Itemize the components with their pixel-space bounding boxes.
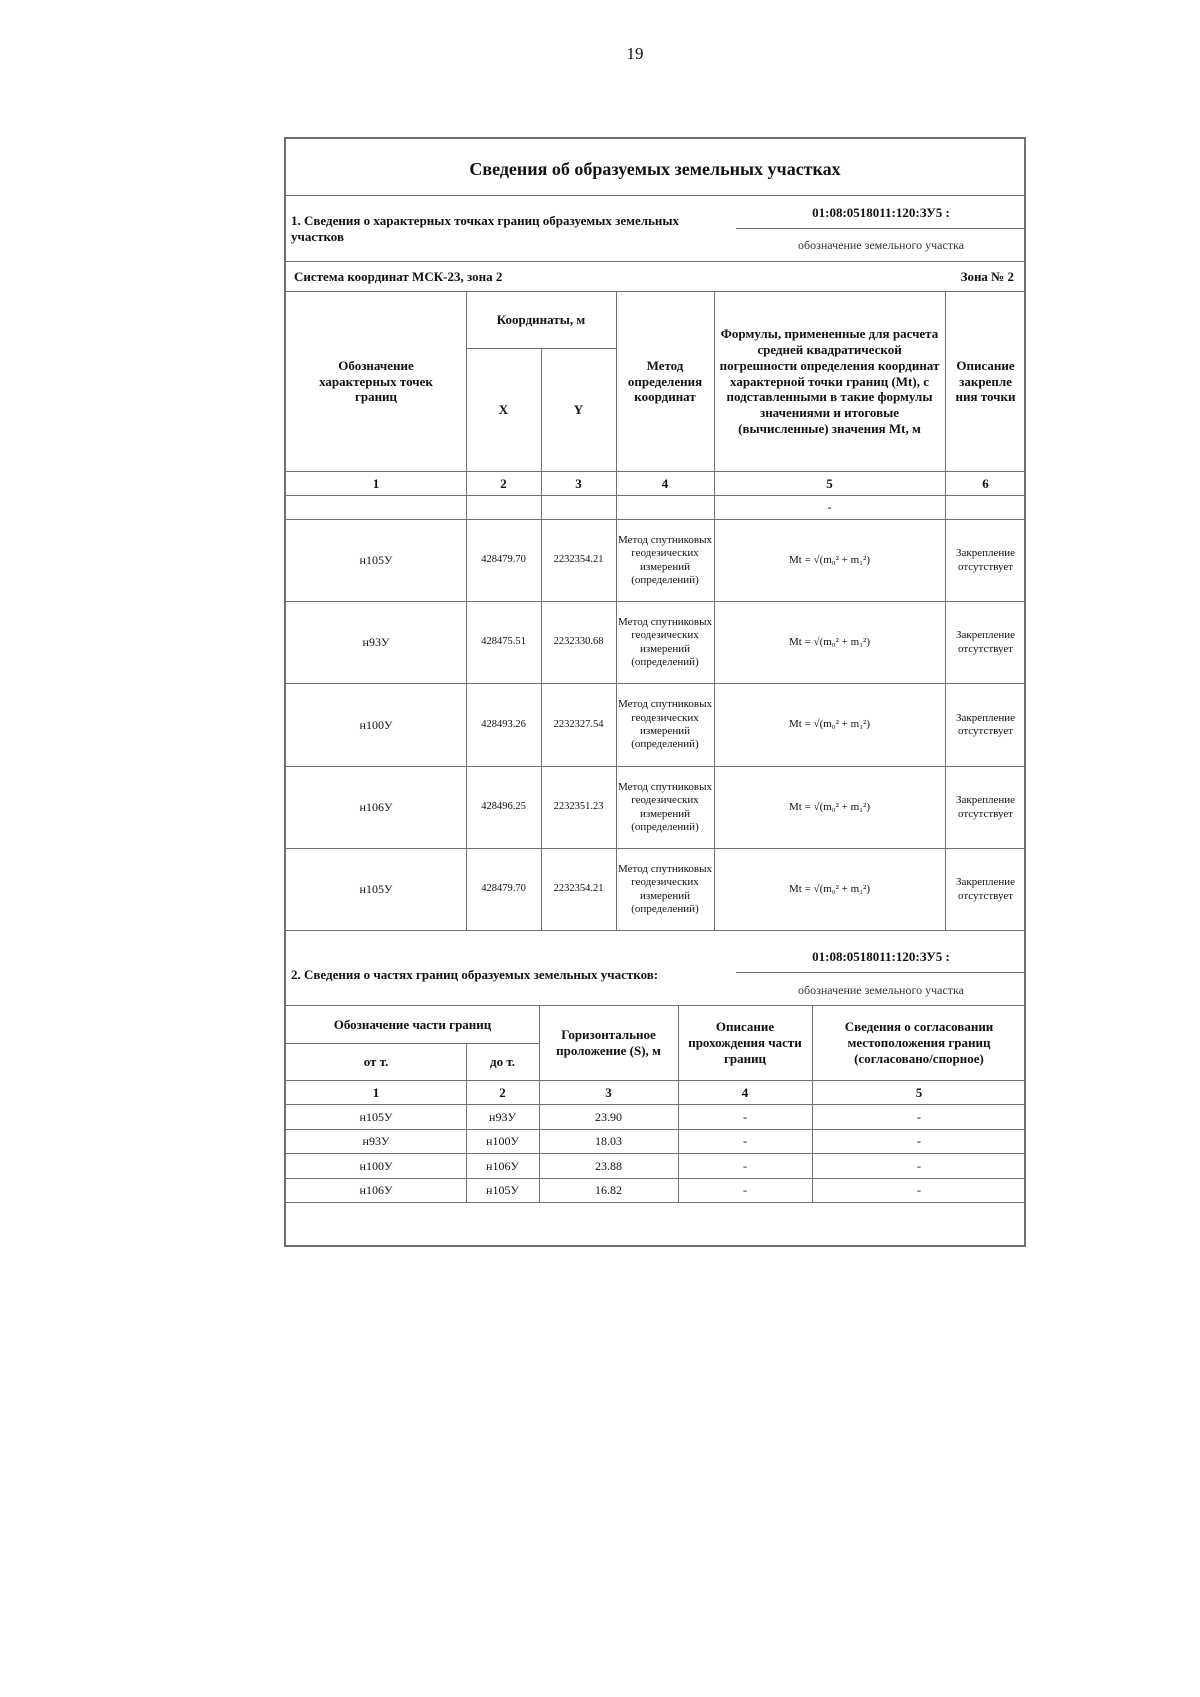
coord-x: 428493.26 [481,718,526,730]
section1-cadastral-caption: обозначение земельного участка [797,238,965,252]
col-number: 5 [826,475,833,491]
part-description: - [743,1109,747,1124]
point-name: н105У [359,882,393,897]
part-to: н105У [486,1183,519,1198]
part-agreement: - [917,1134,921,1149]
coord-x: 428496.25 [481,801,526,813]
header-description: Описание прохождения части границ [688,1019,802,1066]
part-to: н106У [486,1158,519,1173]
fixing: Закрепление отсутствует [955,876,1016,902]
coord-y: 2232354.21 [553,883,604,895]
part-to: н93У [489,1109,516,1124]
point-name: н105У [359,553,393,568]
part-from: н100У [359,1158,393,1173]
header-fixing: Описание закрепле ния точки [955,357,1016,405]
method: Метод спутниковых геодезических измерений (определений) [618,862,712,915]
land-plot-document [284,137,1026,1247]
section1-heading: 1. Сведения о характерных точках границ образуемых земельных участков [291,213,680,244]
header-from: от т. [363,1054,389,1070]
section2-cadastral-number: 01:08:0518011:120:ЗУ5 : [812,949,950,964]
col-number: 5 [915,1084,923,1100]
point-name: н100У [359,717,393,732]
part-agreement: - [917,1109,921,1124]
part-description: - [743,1134,747,1149]
col-number: 2 [500,475,507,491]
fixing: Закрепление отсутствует [955,711,1016,737]
page-number: 19 [626,44,644,63]
document-title: Сведения об образуемых земельных участках [469,159,841,179]
fixing: Закрепление отсутствует [955,794,1016,820]
section2-heading: 2. Сведения о частях границ образуемых земельных участков: [291,967,659,982]
section2-cadastral-caption: обозначение земельного участка [797,983,965,997]
formula: Mt = √(m₀² + m₁²) [789,800,870,813]
formula: Mt = √(m₀² + m₁²) [789,635,870,648]
point-name: н93У [362,635,390,650]
method: Метод спутниковых геодезических измерений (определений) [618,780,712,833]
point-name: н106У [359,800,393,815]
header-length: Горизонтальное проложение (S), м [556,1027,661,1058]
part-agreement: - [917,1183,921,1198]
fixing: Закрепление отсутствует [955,547,1016,573]
method: Метод спутниковых геодезических измерений (определений) [618,533,712,586]
part-length: 23.88 [595,1158,622,1173]
part-length: 18.03 [595,1134,622,1149]
formula: Mt = √(m₀² + m₁²) [789,718,870,731]
coordinate-system: Система координат МСК-23, зона 2 [294,269,503,284]
col-number: 4 [741,1084,749,1100]
section1-cadastral-number: 01:08:0518011:120:ЗУ5 : [812,205,950,220]
col-number: 3 [605,1084,612,1100]
col-number: 1 [372,475,380,491]
header-coords: Координаты, м [496,312,586,328]
coord-x: 428479.70 [481,883,526,895]
part-description: - [743,1183,747,1198]
col-number: 3 [575,475,582,491]
col-number: 2 [499,1084,506,1100]
method: Метод спутниковых геодезических измерений (определений) [618,615,712,668]
part-agreement: - [917,1158,921,1173]
zone-label: Зона № 2 [960,269,1014,284]
coord-x: 428479.70 [481,554,526,566]
header-method: Метод определения координат [627,357,703,405]
empty-row-formula: - [827,500,832,515]
formula: Mt = √(m₀² + m₁²) [789,882,870,895]
formula: Mt = √(m₀² + m₁²) [789,553,870,566]
part-to: н100У [486,1134,519,1149]
part-length: 16.82 [595,1183,622,1198]
part-description: - [743,1158,747,1173]
header-part: Обозначение части границ [333,1016,492,1032]
header-point: Обозначение характерных точек границ [319,357,433,405]
part-from: н106У [359,1183,393,1198]
coord-y: 2232351.23 [553,801,604,813]
part-from: н93У [362,1134,390,1149]
part-length: 23.90 [595,1109,622,1124]
part-from: н105У [359,1109,393,1124]
header-agreement: Сведения о согласовании местоположения границ (согласовано/спорное) [844,1019,994,1066]
header-formula: Формулы, примененные для расчета средней квадратической погрешности определения координат характерной точки границ (Mt), с подставленными в такие формулы значениями и итоговые (вычисленные) значения Mt, м [719,325,940,437]
method: Метод спутниковых геодезических измерений (определений) [618,698,712,751]
coord-x: 428475.51 [481,636,526,648]
coord-y: 2232354.21 [553,554,604,566]
fixing: Закрепление отсутствует [955,629,1016,655]
col-number: 1 [372,1084,380,1100]
col-number: 6 [982,475,989,491]
coord-y: 2232327.54 [553,718,604,730]
col-number: 4 [661,475,669,491]
coord-y: 2232330.68 [553,636,604,648]
header-to: до т. [490,1054,515,1070]
header-y: Y [573,402,584,418]
header-x: X [498,402,509,418]
